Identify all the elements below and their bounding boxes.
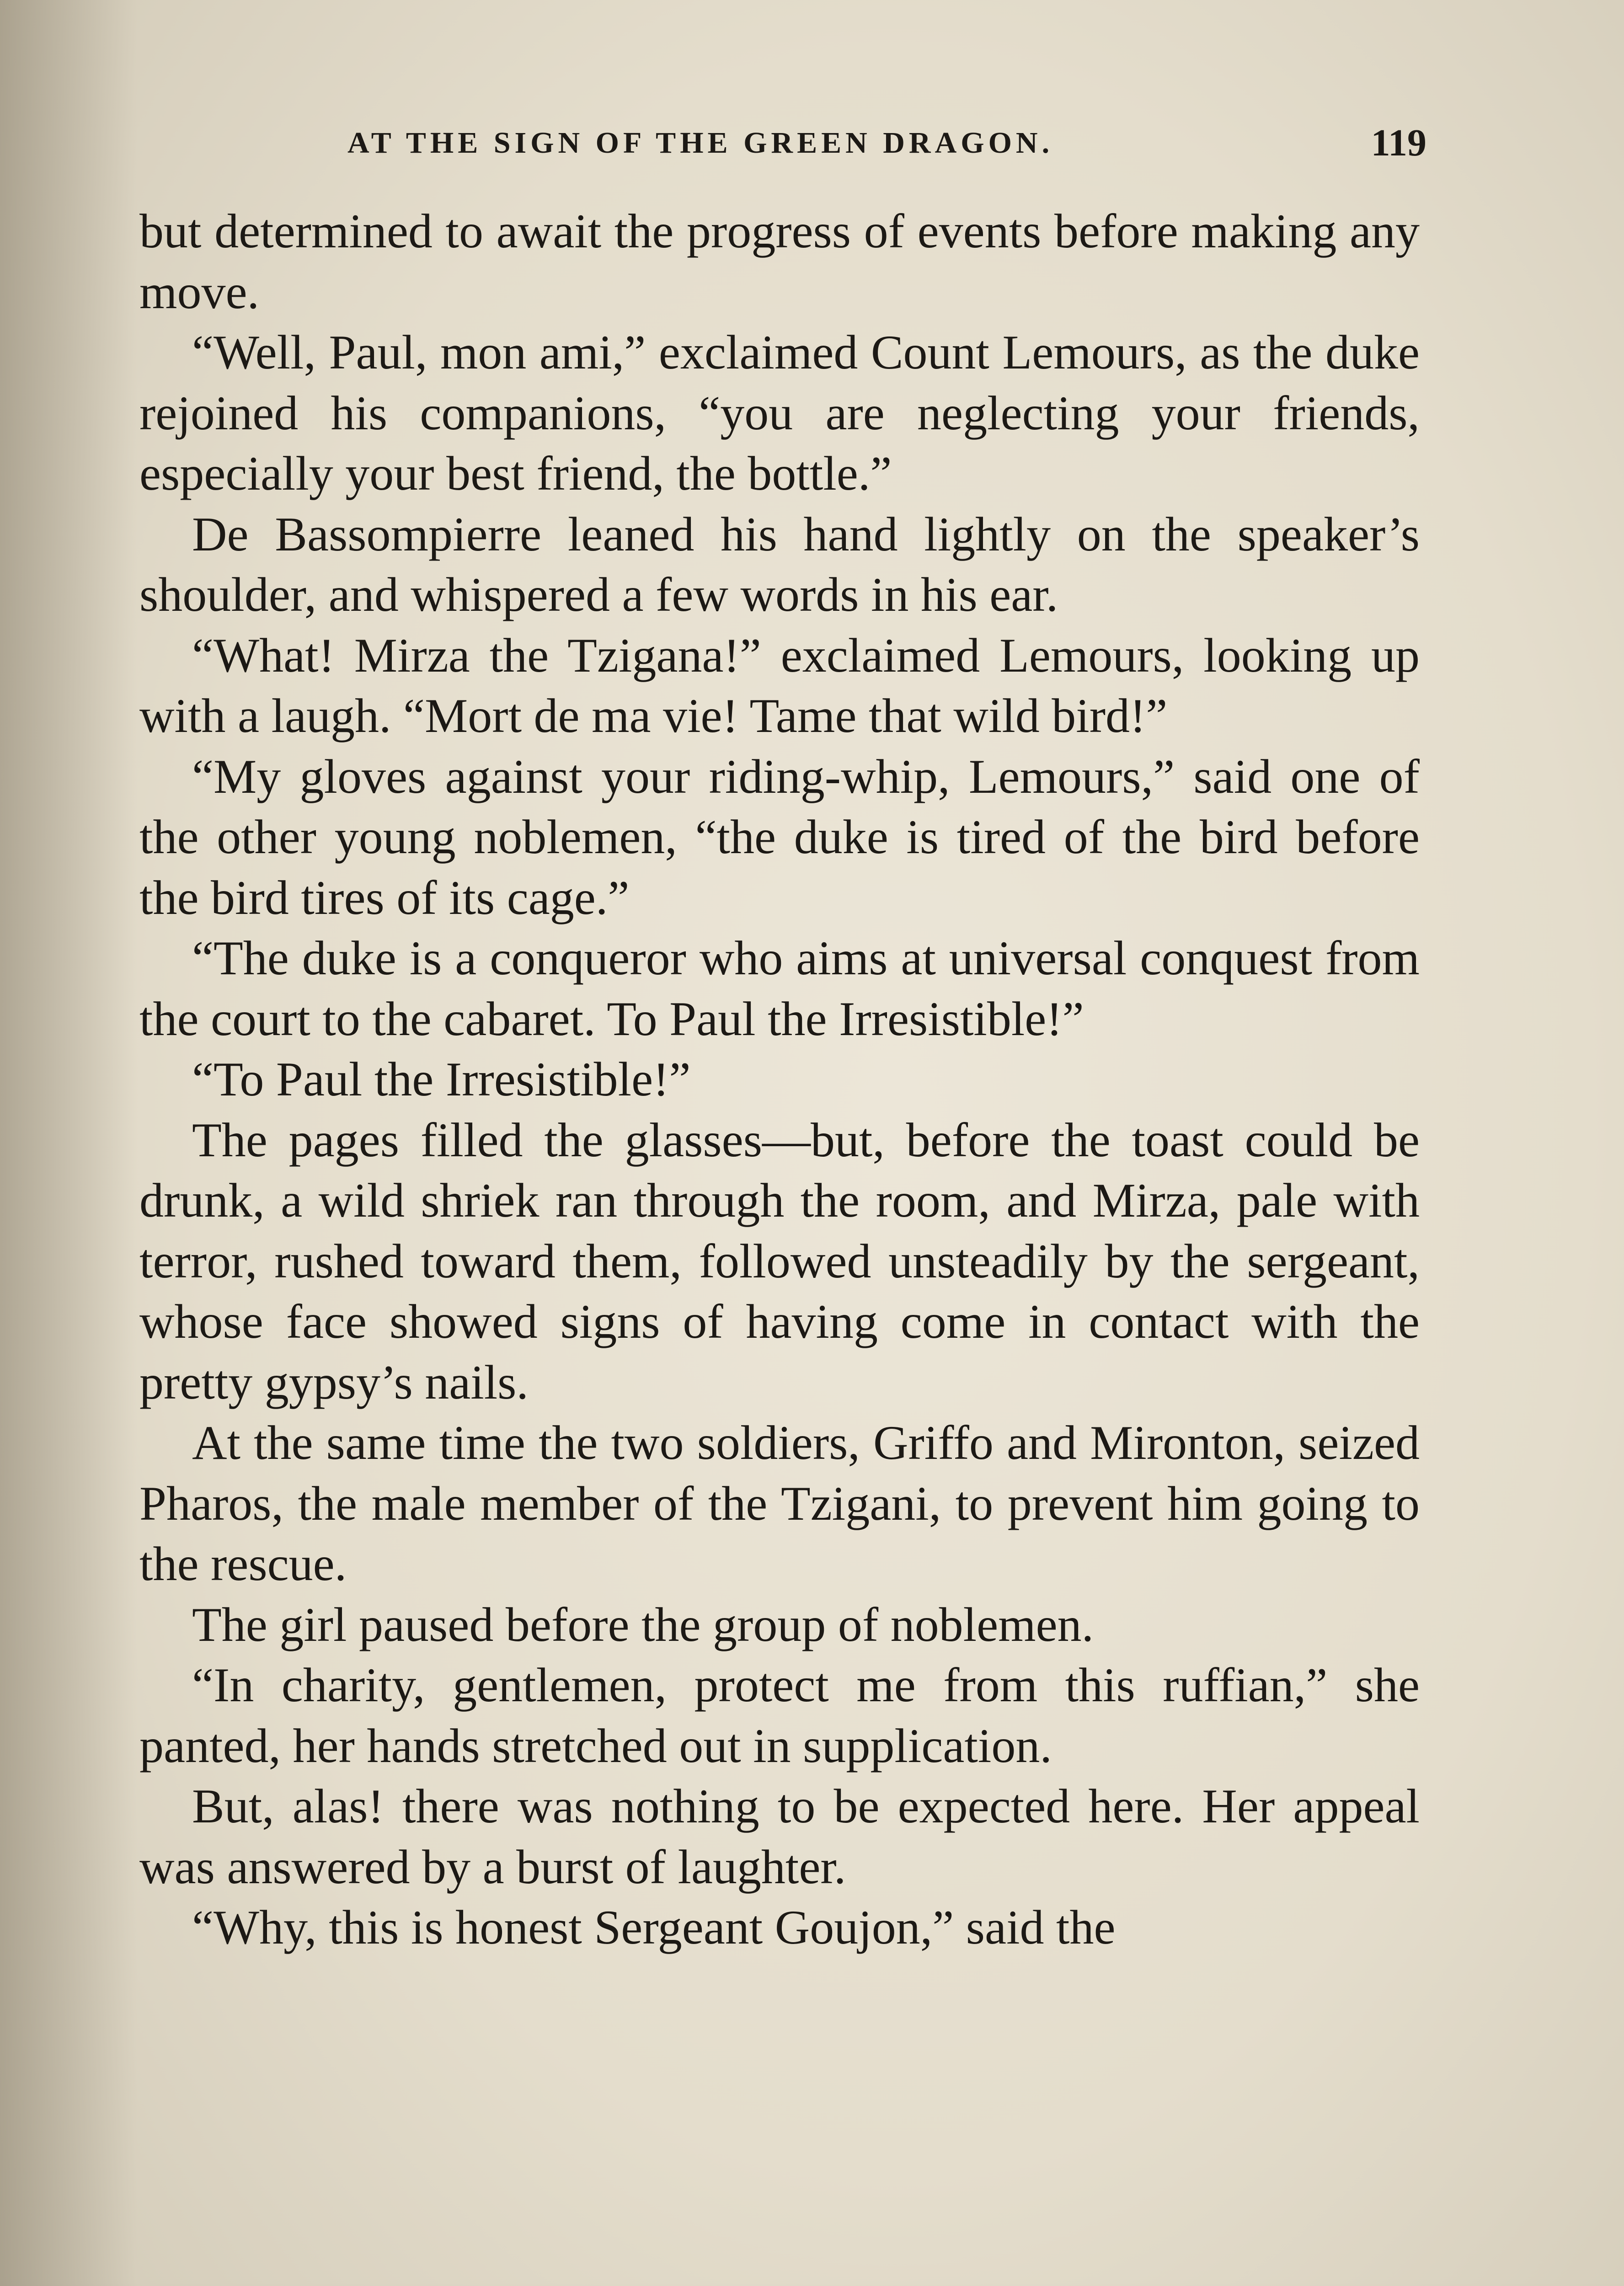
paragraph: But, alas! there was nothing to be expected here. Her appeal was answered by a burst of laughter. — [139, 1779, 1420, 1894]
paragraph: “Why, this is honest Sergeant Goujon,” said the — [192, 1901, 1116, 1954]
paragraph: The pages filled the glasses—but, before the toast could be drunk, a wild shriek ran through the room, and Mirza, pale with terror, rushed toward them, followed unsteadily by the sergeant, whose face showed signs of having come in contact with the pretty gypsy’s nails. — [139, 1113, 1420, 1409]
paragraph: but determined to await the progress of events before making any move. — [139, 204, 1420, 319]
paragraph: “What! Mirza the Tzigana!” exclaimed Lemours, looking up with a laugh. “Mort de ma vie! Tame that wild bird!” — [139, 628, 1420, 742]
paragraph: “My gloves against your riding-whip, Lemours,” said one of the other young noblemen, “the duke is tired of the bird before the bird tires of its cage.” — [139, 749, 1420, 924]
page-number: 119 — [1371, 122, 1426, 164]
paragraph: “To Paul the Irresistible!” — [192, 1052, 691, 1106]
paragraph: De Bassompierre leaned his hand lightly on the speaker’s shoulder, and whispered a few words in his ear. — [139, 507, 1420, 621]
paragraph: “Well, Paul, mon ami,” exclaimed Count Lemours, as the duke rejoined his companions, “you are neglecting your friends, especially your best friend, the bottle.” — [139, 326, 1420, 500]
running-head — [137, 118, 1426, 168]
paragraph: “The duke is a conqueror who aims at universal conquest from the court to the cabaret. To Paul the Irresistible!” — [139, 931, 1420, 1046]
gutter-shadow — [0, 0, 137, 2286]
bottom-shadow — [0, 2282, 1624, 2286]
paragraph: At the same time the two soldiers, Griffo and Mironton, seized Pharos, the male member of the Tzigani, to prevent him going to the rescue. — [139, 1416, 1420, 1591]
paragraph: The girl paused before the group of noblemen. — [192, 1597, 1094, 1651]
paragraph: “In charity, gentlemen, protect me from this ruffian,” she panted, her hands stretched out in supplication. — [139, 1658, 1420, 1773]
body-text — [139, 201, 1420, 1958]
running-title: AT THE SIGN OF THE GREEN DRAGON. — [347, 126, 1054, 160]
